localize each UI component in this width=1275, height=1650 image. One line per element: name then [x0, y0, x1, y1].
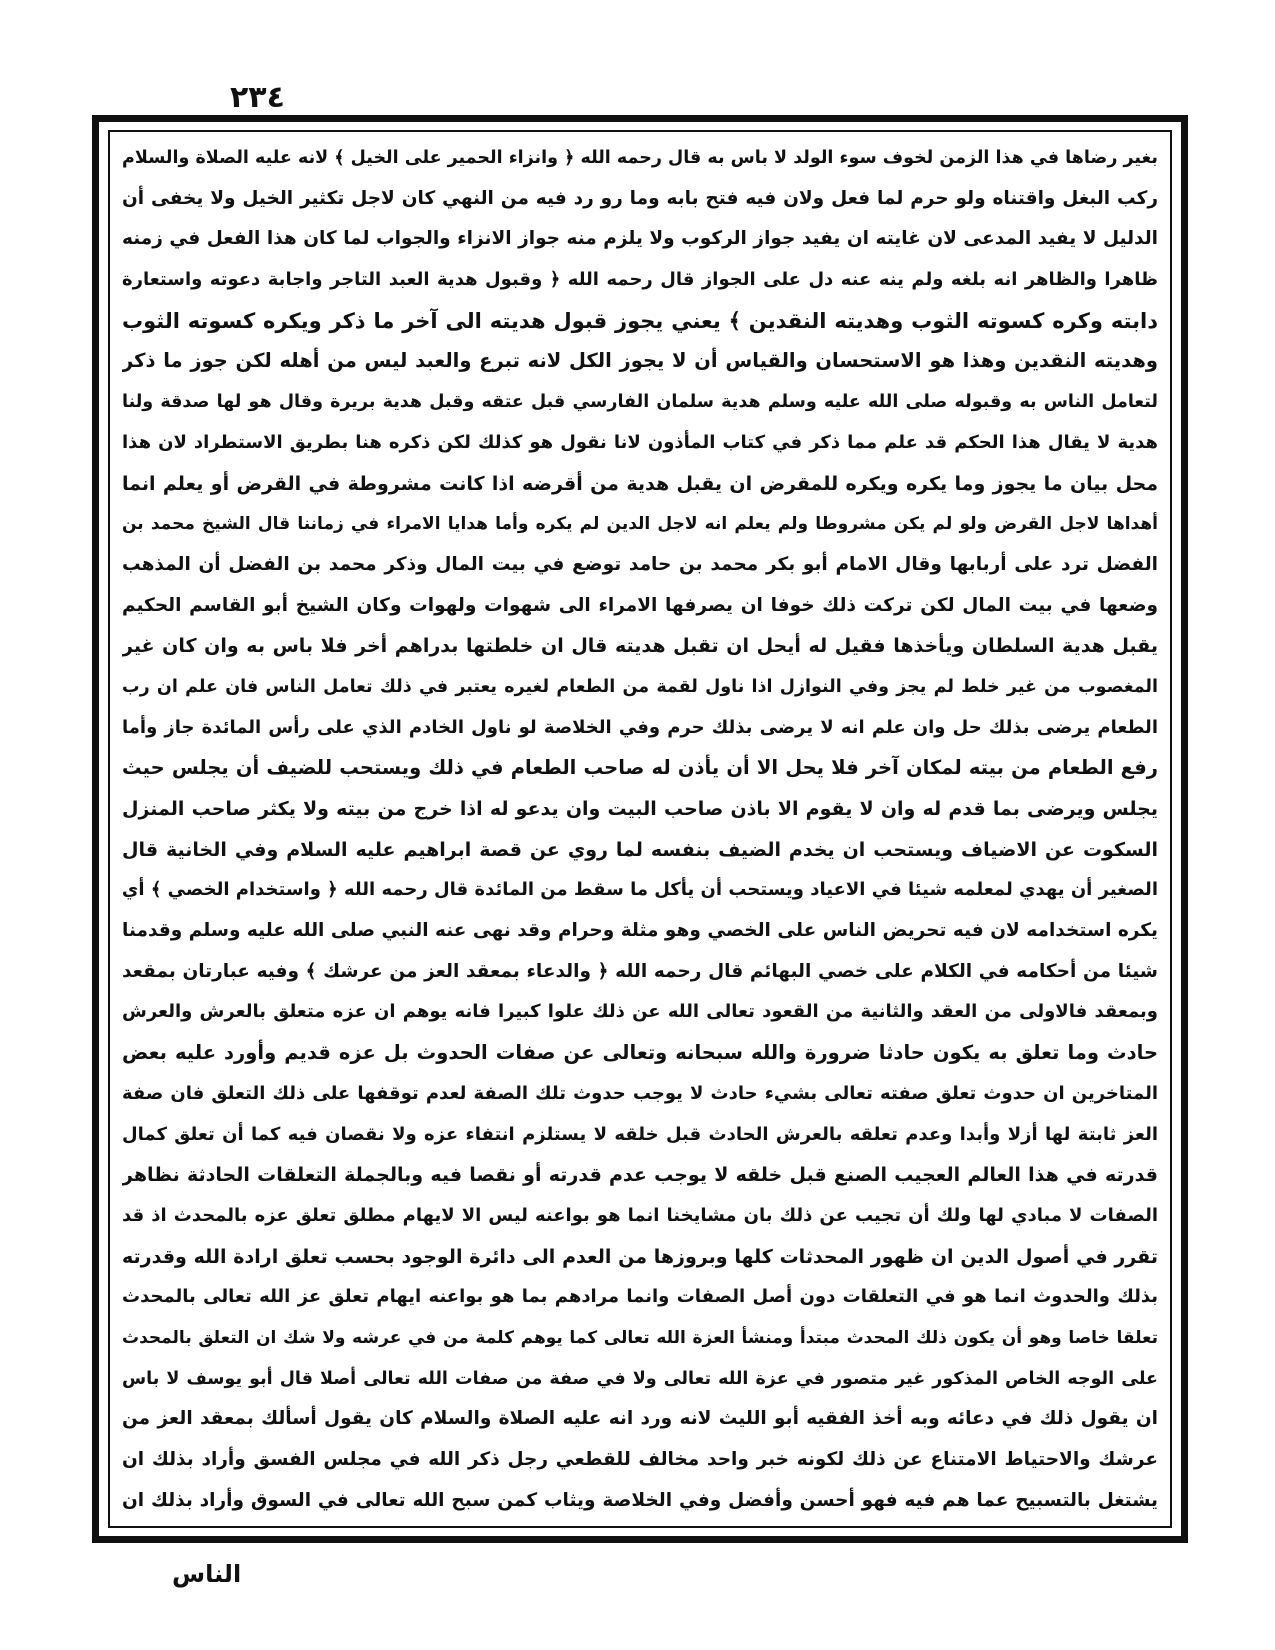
text-line: المغصوب من غير خلط لم يجز وفي النوازل اذا ناول لقمة من الطعام لغيره يعتبر في ذلك تعامل الناس فان علم ان رب	[122, 676, 1158, 697]
text-line: الصغير أن يهدي لمعلمه شيئا في الاعياد ويستحب أن يأكل ما سقط من المائدة قال رحمه الله ﴿ واستخدام الخصي ﴾ أي	[122, 879, 1158, 901]
page-number: ٢٣٤	[230, 80, 285, 115]
text-line: ركب البغل واقتناه ولو حرم لما فعل ولان فيه فتح بابه وما رو رد فيه من النهي كان لاجل تكثير الخيل ولا يخفى أن	[122, 187, 1158, 209]
text-line: عرشك والاحتياط الامتناع عن ذلك لكونه خبر واحد مخالف للقطعي رجل ذكر الله في مجلس الفسق وأراد بذلك ان	[122, 1449, 1158, 1470]
text-line: الطعام يرضى بذلك حل وان علم انه لا يرضى بذلك حرم وفي الخلاصة لو ناول الخادم الذي على رأس المائدة جاز وأما	[122, 716, 1158, 738]
text-line: محل بيان ما يجوز وما يكره ويكره للمقرض ان يقبل هدية من أقرضه اذا كانت مشروطة في القرض أو يعلم انما	[122, 472, 1158, 495]
text-line: الصفات لا مبادي لها ولك أن تجيب عن ذلك بان مشايخنا انما هو بواعنه ليس الا لايهام مطلق تعلق عزه بالمحدث اذ قد	[122, 1204, 1158, 1226]
text-line: الفضل ترد على أربابها وقال الامام أبو بكر محمد بن حامد توضع في بيت المال وذكر محمد بن الفضل أن المذهب	[122, 553, 1158, 575]
text-line: أهداها لاجل القرض ولو لم يكن مشروطا ولم يعلم انه لاجل الدين لم يكره وأما هدايا الامراء في زماننا قال الشيخ محمد بن	[122, 514, 1158, 535]
text-line: ظاهرا والظاهر انه بلغه ولم ينه عنه دل على الجواز قال رحمه الله ﴿ وقبول هدية العبد التاجر واجابة دعوته واستعارة	[122, 269, 1158, 291]
text-line: يجلس ويرضى بما قدم له وان لا يقوم الا باذن صاحب البيت وان يدعو له اذا خرج من بيته ولا يكثر صاحب المنزل	[122, 798, 1158, 820]
text-line: وضعها في بيت المال لكن تركت ذلك خوفا ان يصرفها الامراء الى شهوات ولهوات وكان الشيخ أبو القاسم الحكيم	[122, 594, 1158, 616]
text-line: يقبل هدية السلطان ويأخذها فقيل له أيحل ان تقبل هديته قال ان خلطتها بدراهم أخر فلا باس به وان كان غير	[122, 635, 1158, 658]
text-line: على الوجه الخاص المذكور غير متصور في عزة الله تعالى ولا في صفة من صفات الله تعالى أصلا قال أبو يوسف لا باس	[122, 1368, 1158, 1389]
text-line: رفع الطعام من بيته لمكان آخر فلا يحل الا أن يأذن له صاحب الطعام في ذلك ويستحب للضيف أن يجلس حيث	[122, 756, 1158, 780]
text-line: ان يقول ذلك في دعائه وبه أخذ الفقيه أبو الليث لانه ورد انه عليه الصلاة والسلام كان يقول أسألك بمعقد العز من	[122, 1408, 1158, 1430]
text-line: السكوت عن الاضياف ويستحب ان يخدم الضيف بنفسه لما روي عن قصة ابراهيم عليه السلام وفي الخانية قال	[122, 838, 1158, 861]
catchword: الناس	[172, 1560, 242, 1588]
text-line: بغير رضاها في هذا الزمن لخوف سوء الولد لا باس به قال رحمه الله ﴿ وانزاء الحمير على الخيل ﴾ لانه عليه الصلاة والسلام	[122, 148, 1158, 168]
text-line: بذلك والحدوث انما هو في التعلقات دون أصل الصفات وانما مرادهم بما هو بواعنه ايهام تعلق عز الله تعالى بالمحدث	[122, 1286, 1158, 1308]
text-line: يشتغل بالتسبيح عما هم فيه فهو أحسن وأفضل وفي الخلاصة ويثاب كمن سبح الله تعالى في السوق وأراد بذلك ان	[122, 1489, 1158, 1511]
text-line: تقرر في أصول الدين ان ظهور المحدثات كلها وبروزها من العدم الى دائرة الوجود بحسب تعلق ارادة الله وقدرته	[122, 1245, 1158, 1268]
text-line: حادث وما تعلق به يكون حادثا ضرورة والله سبحانه وتعالى عن صفات الحدوث بل عزه قديم وأورد عليه بعض	[122, 1041, 1158, 1065]
text-line: المتاخرين ان حدوث تعلق صفته تعالى بشيء حادث لا يوجب حدوث تلك الصفة لعدم توقفها على ذلك التعلق فان صفة	[122, 1082, 1158, 1104]
text-line: هدية لا يقال هذا الحكم قد علم مما ذكر في كتاب المأذون لانا نقول هو كذلك لكن ذكره هنا بطريق الاستطراد لان هذا	[122, 431, 1158, 453]
text-line: قدرته في هذا العالم العجيب الصنع قبل خلقه لا يوجب عدم قدرته أو نقصا فيه وبالجملة التعلقات الحادثة نظاهر	[122, 1164, 1158, 1187]
text-line: لتعامل الناس به وقبوله صلى الله عليه وسلم هدية سلمان الفارسي قبل عتقه وقبل هدية بريرة وقال هو لها صدقة ولنا	[122, 392, 1158, 413]
text-line: شيئا من أحكامه في الكلام على خصي البهائم قال رحمه الله ﴿ والدعاء بمعقد العز من عرشك ﴾ وفيه عبارتان بمقعد	[122, 960, 1158, 982]
text-line: دابته وكره كسوته الثوب وهديته النقدين ﴾ يعني يجوز قبول هديته الى آخر ما ذكر ويكره كسوته الثوب	[122, 308, 1158, 333]
text-line: وهديته النقدين وهذا هو الاستحسان والقياس أن لا يجوز الكل لانه تبرع والعبد ليس من أهله لكن جوز ما ذكر	[122, 349, 1158, 373]
text-line: يكره استخدامه لان فيه تحريض الناس على الخصي وهو مثلة وحرام وقد نهى عنه النبي صلى الله عليه وسلم وقدمنا	[122, 920, 1158, 942]
text-line: وبمعقد فالاولى من العقد والثانية من القعود تعالى الله عن ذلك علوا كبيرا فانه يوهم ان عزه متعلق بالعرش والعرش	[122, 1001, 1158, 1023]
text-line: العز ثابتة لها أزلا وأبدا وعدم تعلقه بالعرش الحادث قبل خلقه لا يستلزم انتفاء عزه ولا نقصان فيه كما أن تعلق كمال	[122, 1123, 1158, 1145]
text-line: الدليل لا يفيد المدعى لان غايته ان يفيد جواز الركوب ولا يلزم منه جواز الانزاء والجواب لما كان هذا الفعل في زمنه	[122, 228, 1158, 250]
text-line: تعلقا خاصا وهو أن يكون ذلك المحدث مبتدأ ومنشأ العزة الله تعالى كما يوهم كلمة من في عرشه ولا شك ان التعلق بالمحدث	[122, 1327, 1158, 1348]
text-block	[122, 138, 1158, 1523]
